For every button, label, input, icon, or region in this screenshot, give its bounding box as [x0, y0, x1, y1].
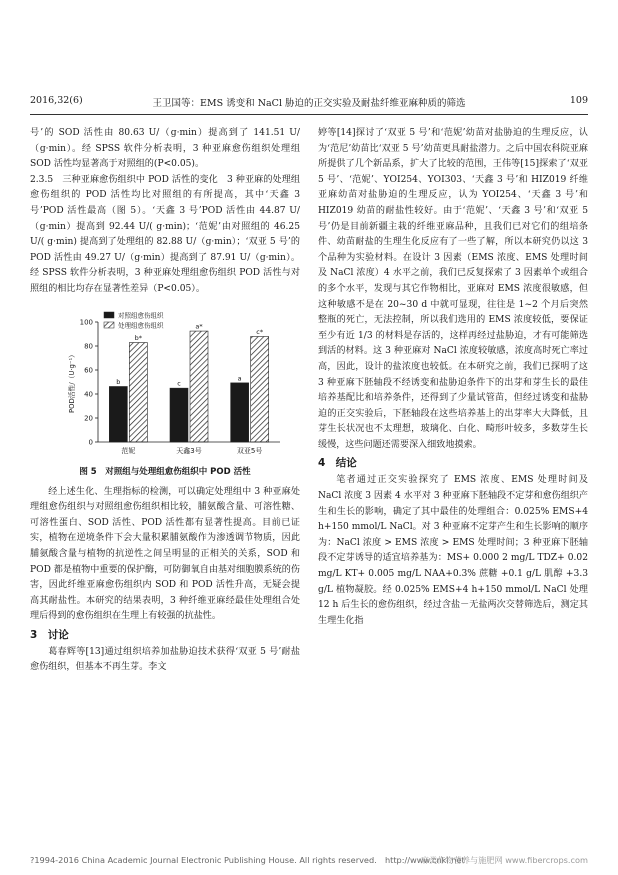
running-title: 王卫国等：EMS 诱变和 NaCl 胁迫的正交实验及耐盐纤维亚麻种质的筛选 [152, 98, 466, 109]
y-tick-label: 20 [84, 414, 93, 423]
legend-label: 处理组愈伤组织 [118, 321, 164, 330]
y-tick-label: 100 [79, 318, 93, 327]
bar [190, 331, 208, 442]
y-tick-label: 80 [84, 342, 93, 351]
bar [251, 336, 269, 441]
journal-issue: 2016,32(6) [30, 95, 83, 106]
x-tick-label: 范妮 [121, 446, 136, 455]
bar-significance-label: b [116, 377, 121, 386]
legend-swatch [104, 322, 114, 328]
header-rule [30, 114, 588, 115]
figure-caption: 图 5 对照组与处理组愈伤组织中 POD 活性 [79, 466, 251, 477]
paragraph-discussion-summary: 经上述生化、生理指标的检测，可以确定处理组中 3 种亚麻处理组愈伤组织与对照组愈伤组织相比较，脯氨酸含量、可溶性糖、可溶性蛋白、SOD 活性、POD 活性都有显著性提高。目前已证实，植物在逆境条件下会大量积累脯氨酸作为渗透调节物质，因此脯氨酸含量与植物的抗逆性之间呈明显的正相关的关系，SOD 和 POD 都是植物中重要的保护酶，可防御氧自由基对细胞膜系统的伤害，因此纤维亚麻愈伤组织内 SOD 和 POD 活性升高，无疑会提高其耐盐性。本研究的结果表明，3 种纤维亚麻经最佳处理组合处理后得到的愈伤组织在生理上有较强的抗盐性。 [30, 486, 300, 622]
y-axis-label: POD活性/（U·g⁻¹） [68, 350, 76, 413]
chart-svg [30, 304, 300, 464]
page-number: 109 [569, 95, 588, 106]
page-header [30, 95, 588, 111]
section-3-title: 3 讨论 [30, 628, 69, 641]
right-column [318, 126, 588, 629]
bar-significance-label: a [237, 373, 242, 382]
figure-5 [30, 304, 300, 479]
x-tick-label: 双亚5号 [236, 446, 263, 455]
bar-significance-label: c [177, 379, 181, 388]
paragraph: 婷等[14]探讨了‘双亚 5 号’和‘范妮’幼苗对盐胁迫的生理反应，认为‘范尼’幼苗比‘双亚 5 号’幼苗更具耐盐潜力。之后中国农科院亚麻所提供了几个新品系，扩大了比较的范围，王伟等[15]探索了‘双亚 5 号’、‘范妮’、YOI254、YOI303、‘天鑫 3 号’和 HIZ019 纤维亚麻幼苗对盐胁迫的生理反应，认为 YOI254、‘天鑫 3 号’和 HIZ019 幼苗的耐盐性较好。由于‘范妮’、‘天鑫 3 号’和‘双亚 5 号’仍是目前新疆主栽的纤维亚麻品种，且我们已对它们的组培条件、幼苗耐盐的生理生化反应有了一些了解，所以本研究仍以这 3 个品种为实验材料。在设计 3 因素（EMS 浓度、EMS 处理时间及 NaCl 浓度）4 水平之前，我们已反复探索了 3 因素单个或组合的多个水平，发现与其它作物相比，亚麻对 EMS 浓度很敏感，但这种敏感不是在 20~30 d 中就可显现，往往是 1~2 个月后突然整瓶的死亡，无法控制，所以我们选用的 EMS 浓度较低，要保证至少有近 1/3 的材料是存活的，这样再经过盐胁迫，才有可能筛选到活的材料。这 3 种亚麻对 NaCl 浓度较敏感，浓度高时死亡率过高，因此，设计的盐浓度也较低。在本研究之前，我们已探明了这 3 种亚麻下胚轴段不经诱变和盐胁迫条件下的出芽和芽生长的最佳培养基配比和培养条件，还得到了少量试管苗，但经过诱变和盐胁迫的正交实验后，下胚轴段在这些培养基上的出芽率大大降低，且芽生长状况也不太理想，玻璃化、白化、畸形叶较多，多数芽生长缓慢，这些问题还需要深入细致地摸索。 [318, 128, 588, 450]
bar [170, 388, 188, 442]
bar-significance-label: c* [256, 327, 264, 336]
watermark-text: 麻类作物营养与施肥网 www.fibercrops.com [420, 855, 588, 865]
legend-swatch [104, 312, 114, 318]
paragraph: 号’的 SOD 活性由 80.63 U/（g·min）提高到了 141.51 U/（g·min）。经 SPSS 软件分析表明，3 种亚麻愈伤组织处理组 SOD 活性均显著高于对照组的(P<0.05)。 [30, 128, 300, 170]
bar [109, 386, 127, 442]
bar-significance-label: b* [134, 333, 143, 342]
pod-activity-chart [30, 304, 300, 464]
bar [231, 382, 249, 441]
left-column [30, 126, 300, 676]
y-tick-label: 0 [88, 438, 93, 447]
paragraph-pod-activity: 2.3.5 三种亚麻愈伤组织中 POD 活性的变化 3 种亚麻的处理组愈伤组织的 POD 活性均比对照组的有所提高，其中‘天鑫 3 号’POD 活性最高（图 5）。‘天鑫 3 号’POD 活性由 44.87 U/（g·min）提高到 92.44 U/( g·min)；‘范妮’由对照组的 46.25 U/( g·min) 提高到了处理组的 82.88 U/（g·min）；‘双亚 5 号’的 POD 活性由 49.27 U/（g·min）提高到了 87.91 U/（g·min）。经 SPSS 软件分析表明，3 种亚麻处理组愈伤组织 POD 活性与对照组的相比均存在显著性差异（P<0.05）。 [30, 174, 300, 294]
x-tick-label: 天鑫3号 [176, 446, 202, 455]
copyright-notice: ?1994-2016 China Academic Journal Electronic Publishing House. All rights reserved. http://www.cnki.net [30, 855, 465, 865]
y-tick-label: 40 [84, 390, 93, 399]
legend-label: 对照组愈伤组织 [118, 311, 164, 320]
paragraph: 葛春辉等[13]通过组织培养加盐胁迫技术获得‘双亚 5 号’耐盐愈伤组织，但基本不再生芽。李文 [30, 646, 300, 673]
paragraph-conclusion: 笔者通过正交实验探究了 EMS 浓度、EMS 处理时间及 NaCl 浓度 3 因素 4 水平对 3 种亚麻下胚轴段不定芽和愈伤组织产生和生长的影响，确定了其中最佳的处理组合：0.025% EMS+4 h+150 mmol/L NaCl。对 3 种亚麻不定芽产生和生长影响的顺序为：NaCl 浓度 > EMS 浓度 > EMS 处理时间；3 种亚麻下胚轴段不定芽诱导的适宜培养基为：MS+ 0.000 2 mg/L TDZ+ 0.02 mg/L KT+ 0.005 mg/L NAA+0.3% 蔗糖 +0.1 g/L 肌醇 +3.3 g/L 植物凝胶。经 0.025% EMS+4 h+150 mmol/L NaCl 处理 12 h 后生长的愈伤组织，经过含盐－无盐两次交替筛选后，测定其生理生化指 [318, 475, 588, 626]
bar-significance-label: a* [195, 322, 203, 331]
bar [129, 342, 147, 441]
section-4-title: 4 结论 [318, 457, 357, 470]
chart-layer [67, 310, 280, 455]
y-tick-label: 60 [84, 366, 93, 375]
